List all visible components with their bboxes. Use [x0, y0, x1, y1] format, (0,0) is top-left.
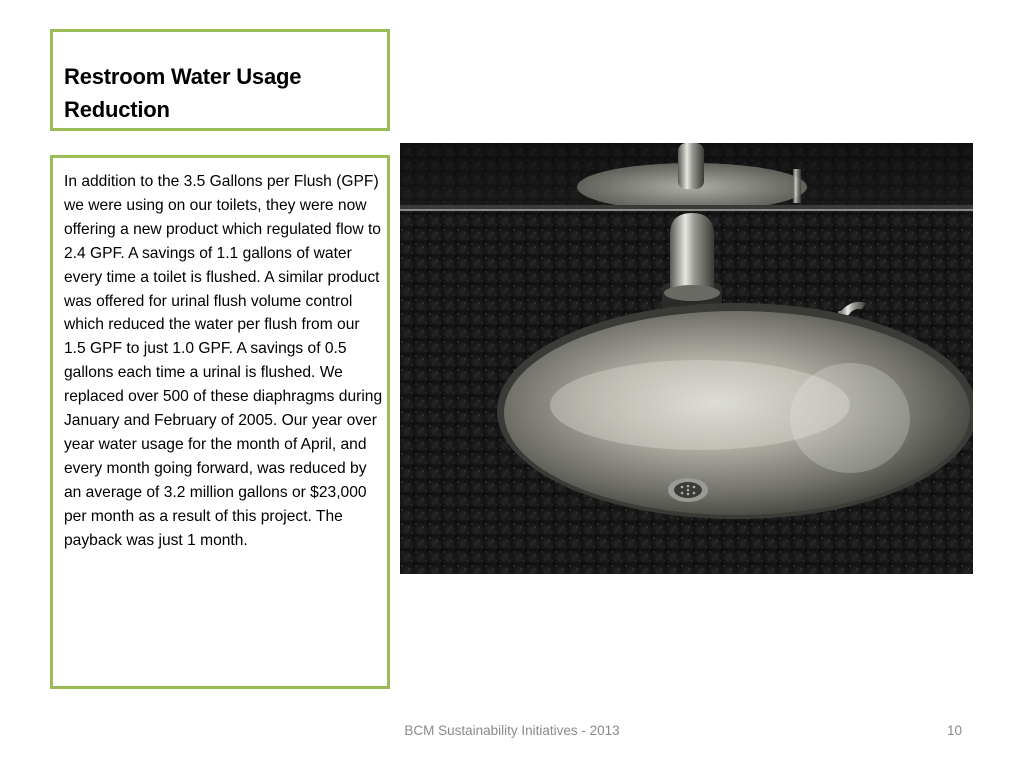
slide-title: Restroom Water Usage Reduction: [64, 64, 302, 122]
slide-number: 10: [946, 723, 962, 738]
faucet: [670, 213, 714, 293]
title-box: [50, 29, 390, 131]
body-text-box: [50, 155, 390, 689]
sink-photo: [400, 143, 973, 574]
footer-text: BCM Sustainability Initiatives - 2013: [404, 723, 620, 738]
body-paragraph: In addition to the 3.5 Gallons per Flush (GPF) we were using on our toilets, they were now offering a new product which regulated flow to 2.4 GPF. A savings of 1.1 gallons of water every time a toilet is flushed. A similar product was offered for urinal flush volume control which reduced the water per flush from our 1.5 GPF to just 1.0 GPF. A savings of 0.5 gallons each time a urinal is flushed. We replaced over 500 of these diaphragms during January and February of 2005. Our year over year water usage for the month of April, and every month going forward, was reduced by an average of 3.2 million gallons or $23,000 per month as a result of this project. The payback was just 1 month.: [64, 173, 383, 549]
